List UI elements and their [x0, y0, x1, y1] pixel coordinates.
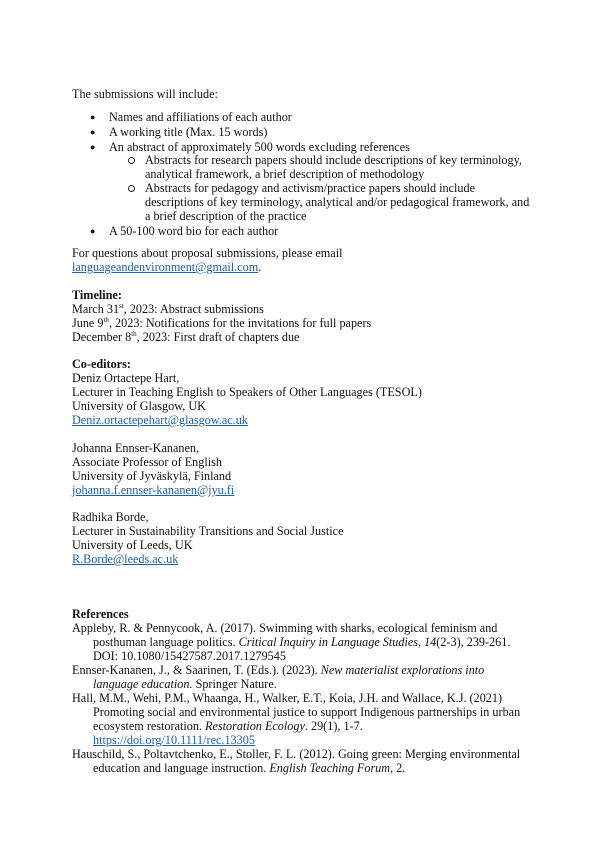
references-heading: References: [72, 607, 129, 621]
reference-doi-link[interactable]: https://doi.org/10.1111/rec.13305: [93, 733, 255, 747]
questions-line-2: languageandenvironment@gmail.com.: [72, 260, 262, 274]
sub-list-item-line: a brief description of the practice: [145, 209, 307, 223]
bullet-icon: ●: [90, 142, 96, 152]
editor-role: Associate Professor of English: [72, 455, 222, 469]
bullet-icon: ●: [90, 226, 96, 236]
sub-list-item-line: descriptions of key terminology, analytical and/or pedagogical framework, and: [145, 195, 530, 209]
editor-name: Johanna Ennser-Kananen,: [72, 441, 199, 455]
editor-role: Lecturer in Sustainability Transitions and Social Justice: [72, 524, 344, 538]
reference-line: DOI: 10.1080/15427587.2017.1279545: [93, 649, 286, 663]
sub-list-item-line: Abstracts for pedagogy and activism/practice papers should include: [145, 181, 475, 195]
timeline-item: March 31st, 2023: Abstract submissions: [72, 301, 264, 316]
reference-line: language education. Springer Nature.: [93, 677, 277, 691]
list-item: An abstract of approximately 500 words excluding references: [109, 140, 410, 154]
list-item: A working title (Max. 15 words): [109, 125, 268, 139]
reference-line: posthuman language politics. Critical Inquiry in Language Studies, 14(2-3), 239-261.: [93, 635, 511, 649]
editor-affiliation: University of Leeds, UK: [72, 538, 193, 552]
list-item: A 50-100 word bio for each author: [109, 224, 279, 238]
coeditors-heading: Co-editors:: [72, 357, 131, 371]
timeline-item: June 9th, 2023: Notifications for the invitations for full papers: [72, 315, 372, 330]
reference-line: Hall, M.M., Wehi, P.M., Whaanga, H., Walker, E.T., Koia, J.H. and Wallace, K.J. (2021): [72, 691, 503, 705]
editor-email-link[interactable]: Deniz.ortactepehart@glasgow.ac.uk: [72, 413, 248, 427]
sub-bullet-icon: [128, 157, 135, 164]
bullet-icon: ●: [90, 127, 96, 137]
editor-role: Lecturer in Teaching English to Speakers of Other Languages (TESOL): [72, 385, 422, 399]
editor-name: Deniz Ortactepe Hart,: [72, 371, 180, 385]
sub-bullet-icon: [128, 185, 135, 192]
reference-line: education and language instruction. English Teaching Forum, 2.: [93, 761, 406, 775]
editor-name: Radhika Borde,: [72, 510, 149, 524]
editor-email-link[interactable]: R.Borde@leeds.ac.uk: [72, 552, 179, 566]
questions-text: For questions about proposal submissions, please email: [72, 246, 343, 260]
bullet-icon: ●: [90, 112, 96, 122]
editor-affiliation: University of Glasgow, UK: [72, 399, 206, 413]
list-item: Names and affiliations of each author: [109, 110, 292, 124]
sub-list-item-line: analytical framework, a brief description of methodology: [145, 167, 425, 181]
editor-affiliation: University of Jyväskylä, Finland: [72, 469, 232, 483]
reference-line: ecosystem restoration. Restoration Ecology. 29(1), 1-7.: [93, 719, 363, 733]
sub-list-item-line: Abstracts for research papers should include descriptions of key terminology,: [145, 153, 522, 167]
reference-line: Promoting social and environmental justice to support Indigenous partnerships in urban: [93, 705, 521, 719]
reference-line: Ennser-Kananen, J., & Saarinen, T. (Eds.). (2023). New materialist explorations into: [72, 663, 485, 677]
reference-line: Appleby, R. & Pennycook, A. (2017). Swimming with sharks, ecological feminism and: [72, 621, 498, 635]
contact-email-link[interactable]: languageandenvironment@gmail.com: [72, 260, 259, 274]
submissions-intro: The submissions will include:: [72, 87, 218, 101]
editor-email-link[interactable]: johanna.f.ennser-kananen@jyu.fi: [72, 483, 235, 497]
timeline-item: December 8th, 2023: First draft of chapters due: [72, 329, 300, 344]
timeline-heading: Timeline:: [72, 288, 122, 302]
reference-line: Hauschild, S., Poltavtchenko, E., Stoller, F. L. (2012). Going green: Merging environmental: [72, 747, 521, 761]
